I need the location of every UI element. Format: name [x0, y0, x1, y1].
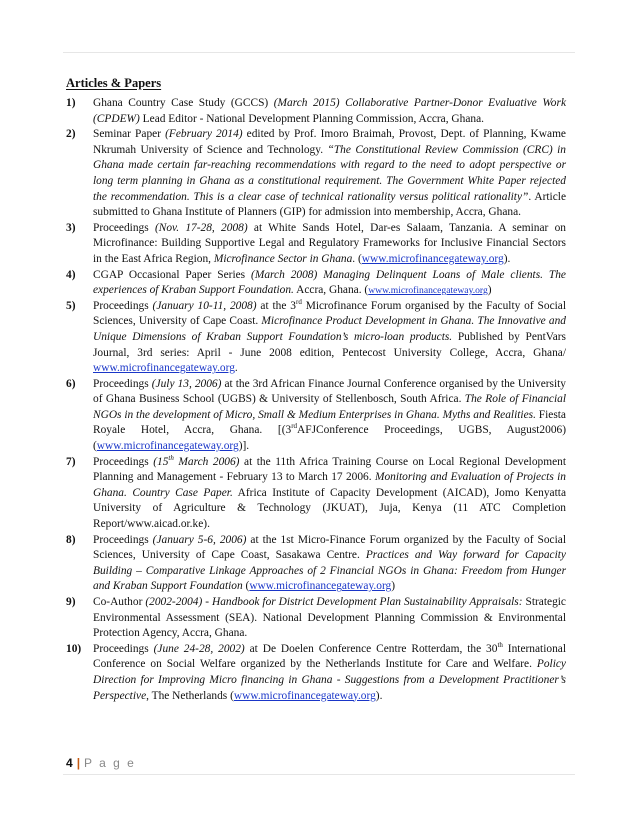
microfinance-gateway-link[interactable]: www.microfinancegateway.org [249, 580, 392, 593]
item-text: Strategic Environmental Assessment (SEA). National Development Planning Commission & Environmental Protection Agency, Accra, Ghana. [93, 596, 566, 640]
item-date: (February 2014) [165, 128, 243, 141]
microfinance-gateway-link[interactable]: www.microfinancegateway.org [93, 362, 235, 375]
item-text: . Article submitted to Ghana Institute of Planners (GIP) for admission into membership, Accra, Ghana. [93, 190, 566, 219]
superscript: rd [296, 297, 302, 306]
item-text: ). [375, 689, 383, 702]
item-text: ) [487, 284, 492, 297]
item-text: Ghana Country Case Study (GCCS) [93, 97, 274, 109]
list-item [66, 595, 566, 642]
item-title: (March 2015) Collaborative Partner-Donor Evaluative Work (CPDEW) [93, 97, 566, 125]
item-date: (January 10-11, 2008) [152, 299, 257, 312]
item-text: International Conference on Social Welfare organized by the Netherlands Institute for Care and Welfare. [93, 642, 566, 671]
publication-list [66, 96, 566, 704]
item-title: Monitoring and Evaluation of Projects in Ghana. Country Case Paper. [93, 471, 566, 499]
item-number: 7) [66, 455, 76, 468]
item-text: Accra, Ghana. ( [293, 284, 369, 297]
item-text: Seminar Paper [93, 128, 166, 141]
item-number: 6) [66, 377, 76, 390]
footer-separator: | [76, 756, 81, 770]
list-item [66, 377, 566, 455]
list-item [66, 268, 566, 299]
item-date: March 2006) [173, 455, 240, 468]
item-number: 10) [66, 642, 82, 655]
item-text: Microfinance Forum organised by the Faculty of Social Sciences, University of Cape Coast. [93, 299, 567, 328]
superscript: th [168, 453, 174, 462]
item-text: Proceedings [93, 533, 153, 546]
item-title: (March 2008) Managing Delinquent Loans of Male clients. The experiences of Kraban Support Foundation. [93, 268, 566, 297]
superscript: rd [291, 422, 298, 431]
page-label: P a g e [84, 756, 136, 770]
item-text: Lead Editor - National Development Planning Commission, Accra, Ghana. [139, 112, 484, 125]
list-item [66, 221, 566, 268]
section-heading: Articles & Papers [66, 76, 162, 90]
item-text: Co-Author [93, 596, 146, 608]
list-item [66, 127, 566, 221]
microfinance-gateway-link[interactable]: www.microfinancegateway.org [233, 689, 376, 702]
item-text: , The Netherlands ( [146, 689, 234, 702]
list-item [66, 533, 566, 595]
item-title: Policy Direction for Improving Micro financing in Ghana - Suggestions from a Development Practitioner’s Perspective [93, 658, 566, 702]
item-title: (2002-2004) - Handbook for District Development Plan Sustainability Appraisals: [145, 596, 523, 608]
item-text: Proceedings [93, 221, 155, 234]
item-date: (15 [153, 455, 169, 468]
item-text: Published by PentVars Journal, 3rd series: April - June 2008 edition, Pentecost University College, Accra, Ghana/ [93, 330, 566, 359]
item-text: at the 1st Micro-Finance Forum organized by the Faculty of Social Sciences, University of Cape Coast, Sasakawa Centre. [93, 533, 567, 562]
item-number: 3) [66, 221, 76, 234]
item-date: (July 13, 2006) [151, 377, 222, 390]
page-footer [66, 756, 136, 770]
item-text: Proceedings [93, 642, 154, 655]
item-number: 9) [66, 596, 76, 608]
item-text: Africa Institute of Capacity Development (AICAD), Jomo Kenyatta University of Agriculture & Technology (JKUAT), Juja, Kenya (11 ATC Completion Report/www.aicad.or.ke). [93, 486, 566, 531]
item-text: . ( [352, 252, 362, 265]
item-text: CGAP Occasional Paper Series [93, 268, 252, 281]
item-number: 5) [66, 299, 76, 312]
list-item [66, 96, 566, 127]
item-title: Microfinance Product Development in Ghana. The Innovative and Unique Dimensions of Kraban Support Foundation’s micro-loan products. [93, 315, 566, 343]
item-text: ( [242, 580, 250, 593]
item-text: edited by Prof. Imoro Braimah, Provost, Dept. of Planning, Kwame Nkrumah University of Science and Technology. [93, 128, 566, 156]
item-text: at White Sands Hotel, Dar-es Salaam, Tanzania. A seminar on Microfinance: Building Supportive Legal and Regulatory Frameworks for Inclusive Financial Sectors in the East Africa Region, [93, 221, 566, 265]
item-text: )]. [238, 440, 250, 453]
item-number: 8) [66, 533, 76, 546]
item-date: (June 24-28, 2002) [153, 642, 245, 655]
item-text: Proceedings [93, 455, 154, 468]
list-item [66, 642, 566, 704]
list-item [66, 299, 566, 377]
item-text: . [234, 362, 238, 375]
item-title: The Role of Financial NGOs in the development of Micro, Small & Medium Enterprises in Ghana. Myths and Realities. [93, 393, 566, 421]
item-text: ). [503, 252, 511, 265]
microfinance-gateway-link[interactable]: www.microfinancegateway.org [361, 252, 504, 265]
microfinance-gateway-link[interactable]: www.microfinancegateway.org [368, 285, 488, 297]
item-text: Proceedings [93, 377, 152, 390]
item-number: 4) [66, 268, 76, 281]
header-rule [63, 52, 575, 53]
item-text: AFJConference Proceedings, UGBS, August2006)( [93, 424, 566, 453]
item-text: Fiesta Royale Hotel, Accra, Ghana. [(3 [93, 408, 566, 437]
item-title: “The Constitutional Review Commission (CRC) in Ghana made certain far-reaching recommendations with regard to the need to adopt perspective or long term planning in Ghana as a constitutional requirement. The Government White Paper rejected the recommendation. This is a clear case of technical rationality versus political rationality” [93, 143, 566, 203]
item-date: (January 5-6, 2006) [152, 533, 247, 546]
item-text: at De Doelen Conference Centre Rotterdam, the 30 [244, 642, 498, 655]
item-text: at the 3rd African Finance Journal Conference organised by the University of Ghana Business School (UGBS) & University of Stellenbosch, South Africa. [93, 377, 566, 406]
item-date: (Nov. 17-28, 2008) [154, 221, 248, 234]
superscript: th [497, 640, 503, 649]
footer-rule [63, 774, 575, 775]
item-title: Microfinance Sector in Ghana [213, 252, 353, 265]
page-number: 4 [66, 756, 73, 770]
item-text: at the 11th Africa Training Course on Local Regional Development Planning and Management - February 13 to March 17 2006. [93, 455, 566, 484]
item-text: at the 3 [256, 299, 296, 312]
item-text: ) [391, 580, 396, 593]
item-number: 2) [66, 128, 76, 141]
item-number: 1) [66, 97, 76, 109]
microfinance-gateway-link[interactable]: www.microfinancegateway.org [96, 440, 239, 453]
item-text: Proceedings [93, 299, 153, 312]
item-title: Practices and Way forward for Capacity Building – Comparative Linkage Approaches of 2 Financial NGOs in Ghana: Freedom from Hunger and Kraban Support Foundation [93, 549, 566, 593]
list-item [66, 455, 566, 533]
